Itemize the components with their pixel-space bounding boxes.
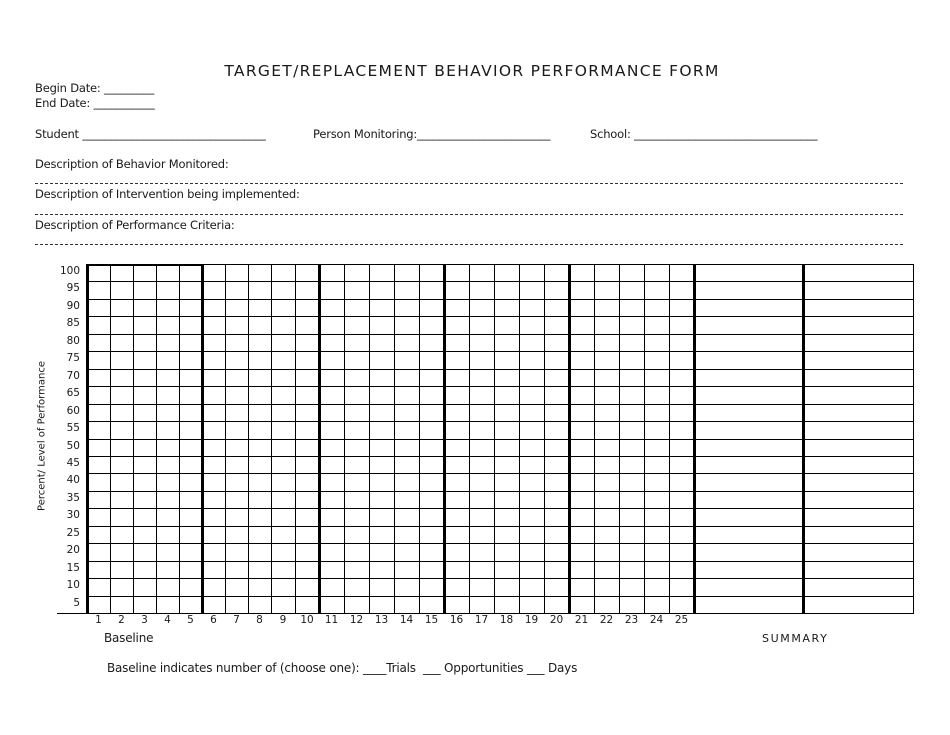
behavior-monitored-label: Description of Behavior Monitored:: [35, 157, 229, 171]
y-tick-label: 70: [66, 370, 80, 382]
end-date-row: [35, 96, 155, 110]
x-tick-label: 24: [649, 614, 664, 626]
grid-column-line: [469, 264, 470, 614]
grid-column-line: [179, 264, 180, 614]
performance-criteria-label: Description of Performance Criteria:: [35, 218, 235, 232]
grid-column-line: [295, 264, 296, 614]
grid-column-line: [156, 264, 157, 614]
x-tick-label: 9: [279, 614, 287, 626]
grid-row-line: [87, 596, 914, 597]
grid-phase-divider: [443, 264, 446, 614]
x-tick-label: 18: [499, 614, 514, 626]
opportunities-option[interactable]: ___ Opportunities: [423, 661, 524, 675]
grid-row-line: [87, 334, 914, 335]
begin-date-row: [35, 81, 154, 95]
begin-date-field[interactable]: _________: [104, 81, 154, 95]
x-tick-label: 14: [399, 614, 414, 626]
y-tick-label: 40: [66, 474, 80, 486]
person-monitoring-row: [313, 127, 550, 141]
baseline-label: Baseline: [104, 631, 154, 645]
grid-row-line: [87, 404, 914, 405]
grid-column-line: [271, 264, 272, 614]
baseline-choice-prefix: Baseline indicates number of (choose one):: [107, 661, 360, 675]
intervention-field[interactable]: [35, 214, 903, 215]
x-tick-label: 19: [524, 614, 539, 626]
person-monitoring-field[interactable]: ________________________: [417, 127, 551, 141]
grid-column-line: [133, 264, 134, 614]
school-row: [590, 127, 817, 141]
y-tick-label: 80: [66, 335, 80, 347]
school-label: School:: [590, 127, 631, 141]
grid-column-line: [494, 264, 495, 614]
y-tick-label: 5: [73, 597, 80, 609]
grid-column-line: [225, 264, 226, 614]
grid-column-line: [344, 264, 345, 614]
grid-row-line: [87, 281, 914, 282]
x-tick-label: 16: [449, 614, 464, 626]
person-monitoring-label: Person Monitoring:: [313, 127, 418, 141]
behavior-monitored-field[interactable]: [35, 183, 903, 184]
end-date-field[interactable]: ___________: [93, 96, 155, 110]
x-tick-label: 7: [233, 614, 240, 626]
form-title: TARGET/REPLACEMENT BEHAVIOR PERFORMANCE FORM: [224, 62, 720, 80]
grid-column-line: [519, 264, 520, 614]
grid-row-line: [87, 491, 914, 492]
baseline-choice-row: [107, 661, 577, 675]
grid-column-line: [594, 264, 595, 614]
y-tick-label: 20: [66, 544, 80, 556]
y-tick-label: 15: [66, 562, 80, 574]
x-tick-label: 15: [424, 614, 439, 626]
y-tick-label: 60: [66, 405, 80, 417]
y-tick-label: 95: [66, 282, 80, 294]
grid-column-line: [913, 264, 914, 614]
grid-row-line: [87, 508, 914, 509]
grid-phase-divider: [568, 264, 571, 614]
grid-row-line: [87, 578, 914, 579]
x-tick-label: 5: [187, 614, 194, 626]
grid-row-line: [87, 351, 914, 352]
grid-row-line: [87, 561, 914, 562]
end-date-label: End Date:: [35, 96, 91, 110]
student-row: [35, 127, 266, 141]
grid-row-line: [87, 299, 914, 300]
grid-phase-divider: [86, 264, 89, 614]
grid-column-line: [619, 264, 620, 614]
grid-column-line: [369, 264, 370, 614]
y-tick-label: 25: [66, 527, 80, 539]
grid-row-line: [87, 526, 914, 527]
grid-row-line: [87, 456, 914, 457]
grid-row-line: [87, 316, 914, 317]
y-tick-label: 50: [66, 440, 80, 452]
days-option[interactable]: ___ Days: [526, 661, 578, 675]
y-tick-label: 45: [66, 457, 80, 469]
grid-phase-divider: [318, 264, 321, 614]
grid-column-line: [669, 264, 670, 614]
grid-row-line: [87, 421, 914, 422]
grid-column-line: [644, 264, 645, 614]
begin-date-label: Begin Date:: [35, 81, 101, 95]
y-tick-label: 55: [66, 422, 80, 434]
x-tick-label: 6: [210, 614, 217, 626]
grid-phase-divider: [201, 264, 204, 614]
summary-label: SUMMARY: [762, 632, 829, 645]
student-label: Student: [35, 127, 79, 141]
x-tick-label: 4: [164, 614, 171, 626]
x-tick-label: 13: [374, 614, 389, 626]
x-tick-label: 22: [599, 614, 614, 626]
school-field[interactable]: _________________________________: [634, 127, 818, 141]
x-tick-label: 21: [574, 614, 589, 626]
grid-row-line: [87, 386, 914, 387]
grid-phase-divider: [693, 264, 696, 614]
y-tick-label: 35: [66, 492, 80, 504]
baseline-top-edge: [87, 264, 203, 266]
x-tick-label: 12: [349, 614, 364, 626]
grid-row-line: [87, 264, 914, 265]
x-tick-label: 8: [256, 614, 263, 626]
y-axis-label: Percent/ Level of Performance: [36, 361, 48, 511]
y-tick-label: 90: [66, 300, 80, 312]
y-tick-label: 10: [66, 579, 80, 591]
x-tick-label: 3: [141, 614, 148, 626]
grid-column-line: [248, 264, 249, 614]
grid-column-line: [419, 264, 420, 614]
grid-column-line: [394, 264, 395, 614]
x-tick-label: 10: [300, 614, 314, 626]
x-tick-label: 17: [474, 614, 489, 626]
trials-option[interactable]: ____Trials: [363, 661, 416, 675]
grid-column-line: [110, 264, 111, 614]
grid-row-line: [87, 473, 914, 474]
x-tick-label: 25: [674, 614, 689, 626]
grid-row-line: [87, 543, 914, 544]
grid-column-line: [544, 264, 545, 614]
student-field[interactable]: _________________________________: [82, 127, 266, 141]
x-tick-label: 1: [95, 614, 102, 626]
y-tick-label: 65: [66, 387, 80, 399]
grid-row-line: [87, 369, 914, 370]
x-tick-label: 2: [118, 614, 125, 626]
y-tick-label: 30: [66, 509, 80, 521]
y-tick-label: 85: [66, 317, 80, 329]
y-tick-label: 100: [59, 265, 80, 277]
intervention-label: Description of Intervention being implemented:: [35, 187, 300, 201]
grid-row-line: [87, 439, 914, 440]
y-tick-label: 75: [66, 352, 80, 364]
x-tick-label: 20: [549, 614, 564, 626]
grid-phase-divider: [802, 264, 805, 614]
x-tick-label: 23: [624, 614, 639, 626]
performance-criteria-field[interactable]: [35, 244, 903, 245]
x-tick-label: 11: [324, 614, 339, 626]
